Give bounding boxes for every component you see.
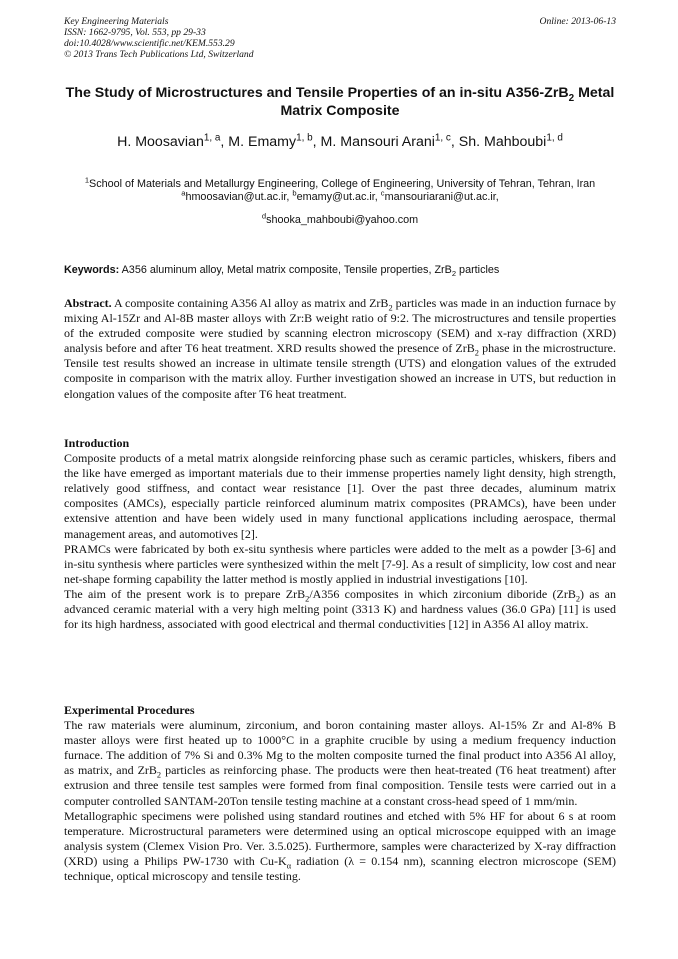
experimental-subscript: 2: [156, 770, 162, 780]
experimental-section: [64, 703, 616, 884]
introduction-paragraph: PRAMCs were fabricated by both ex-situ synthesis where particles were added to the melt as a powder [3-6] and in-situ synthesis where particles were synthesized within the melt [7-9]. As a result of simplicity, low cost and near net-shape forming capability the latter method is mostly applied in industrial investigations [10].: [64, 541, 616, 586]
introduction-paragraph: [64, 587, 616, 632]
email-mark: b: [292, 188, 297, 198]
affiliation-name: School of Materials and Metallurgy Engineering, College of Engineering, University of Tehran, Tehran, Iran: [89, 178, 596, 190]
abstract-text: particles was made in an induction furnace by mixing Al-15Zr and Al-8B master alloys with Zr:B weight ratio of 9:2. The microstructures and tensile properties of the extruded composite were studied by scanning electron microscopy (SEM) and x-ray diffraction (XRD) analysis before and after T6 heat treatment. XRD results showed the presence of ZrB: [64, 296, 616, 356]
journal-issn: ISSN: 1662-9795, Vol. 553, pp 29-33: [64, 27, 206, 38]
journal-copyright: © 2013 Trans Tech Publications Ltd, Switzerland: [64, 49, 254, 60]
introduction-heading: Introduction: [64, 436, 130, 450]
experimental-paragraph: [64, 718, 616, 809]
journal-name: Key Engineering Materials: [64, 16, 169, 27]
online-date: Online: 2013-06-13: [539, 16, 616, 27]
abstract-label: Abstract.: [64, 296, 112, 310]
title-subscript: 2: [568, 92, 575, 104]
introduction-subscript: 2: [305, 594, 310, 604]
email-line: $^a$hmoosavian@ut.ac.ir, $^b$emamy@ut.ac.ir, $^c$mansouriarani@ut.ac.ir,: [181, 188, 499, 204]
experimental-text: radiation (λ = 0.154 nm), scanning electron microscope (SEM) technique, optical microscopy and tensile testing.: [64, 853, 617, 884]
experimental-subscript: α: [286, 861, 292, 871]
title-part-2: Metal Matrix Composite: [280, 85, 615, 119]
abstract-subscript: 2: [388, 303, 393, 313]
keywords-text: A356 aluminum alloy, Metal matrix composite, Tensile properties, ZrB: [119, 264, 452, 276]
abstract-text: phase in the microstructure. Tensile test results showed an increase in ultimate tensile strength (UTS) and elongation values of the extruded composite in comparison with the matrix alloy. Further investigation showed an increase in UTS, but reduction in elongation values of the composite after T6 heat treatment.: [64, 341, 616, 401]
email-address: shooka_mahboubi@yahoo.com: [266, 213, 419, 226]
author-affil-mark: 1, c: [434, 132, 451, 144]
introduction-paragraph: Composite products of a metal matrix alongside reinforcing phase such as ceramic particles, whiskers, fibers and the like have emerged as important materials due to their immense properties namely light density, high strength, relatively good stiffness, and contact wear resistance [1]. Over the past three decades, aluminum matrix composites (AMCs), especially particle reinforced aluminum matrix composites (PRAMCs), have been under extensive attention and have been widely used in many functional applications including aerospace, thermal management areas, and automotives [2].: [64, 451, 616, 541]
author-list: H. Moosavian$^{1, a}$, M. Emamy$^{1, b}$, M. Mansouri Arani$^{1, c}$, Sh. Mahboubi$^{1, d}$: [117, 132, 563, 150]
email-address: hmoosavian@ut.ac.ir: [185, 191, 287, 204]
abstract: [64, 296, 616, 402]
introduction-text: ) as an advanced ceramic material with a very high melting point (3313 K) and hardness values (36.0 GPa) [11] is used for its high hardness, associated with good electrical and thermal conductivities [12] in A356 Al alloy matrix.: [64, 586, 616, 632]
author-name: M. Emamy: [228, 134, 297, 150]
introduction-section: [64, 436, 616, 632]
experimental-paragraph: [64, 809, 616, 884]
experimental-text: particles as reinforcing phase. The products were then heat-treated (T6 heat treatment) after extrusion and three tensile test samples were formed from final composition. Tensile tests were carried out in a computer controlled SANTAM-20Ton tensile testing machine at a constant cross-head speed of 1 mm/min.: [64, 763, 616, 808]
author-affil-mark: 1, a: [203, 132, 221, 144]
experimental-text: The raw materials were aluminum, zirconium, and boron containing master alloys. Al-15% Zr and Al-8% B master alloys were first heated up to 1000°C in a graphite crucible by using a medium frequency induction furnace. The addition of 7% Si and 0.3% Mg to the molten composite turned the final product into A356 Al alloy, as matrix, and ZrB: [64, 718, 616, 778]
keywords: [64, 264, 616, 277]
journal-header: [64, 16, 616, 60]
email-line: [64, 211, 616, 227]
email-address: mansouriarani@ut.ac.ir: [384, 191, 496, 204]
experimental-heading: Experimental Procedures: [64, 703, 195, 717]
email-mark: d: [261, 211, 267, 220]
author-name: M. Mansouri Arani: [320, 134, 435, 150]
introduction-text: /A356 composites in which zirconium diboride (ZrB: [309, 586, 576, 601]
abstract-paragraph: [64, 296, 616, 402]
author-affil-mark: 1, b: [296, 132, 313, 144]
keywords-label: Keywords:: [64, 264, 120, 276]
author-name: H. Moosavian: [117, 134, 204, 150]
affiliation-block: [64, 175, 616, 227]
email-address: emamy@ut.ac.ir: [296, 191, 375, 204]
email-mark: c: [380, 188, 385, 198]
paper-title: [64, 84, 616, 120]
email-mark: a: [181, 188, 186, 198]
affiliation-text: [64, 175, 616, 191]
author-name: Sh. Mahboubi: [458, 134, 547, 150]
abstract-text: A composite containing A356 Al alloy as matrix and ZrB: [111, 296, 389, 310]
keywords-tail: particles: [456, 264, 500, 276]
journal-doi: doi:10.4028/www.scientific.net/KEM.553.29: [64, 38, 235, 49]
author-affil-mark: 1, d: [546, 132, 563, 144]
title-part-1: The Study of Microstructures and Tensile Properties of an in-situ A356-ZrB: [65, 85, 569, 101]
introduction-text: The aim of the present work is to prepare ZrB: [64, 586, 306, 601]
experimental-text: Metallographic specimens were polished using standard routines and etched with 5% HF for about 6 s at room temperature. Microstructural parameters were determined using an optical microscope equipped with an image analysis system (Clemex Vision Pro. Ver. 3.5.025). Furthermore, samples were characterized by X-ray diffraction (XRD) using a Philips PW-1730 with Cu-K: [64, 808, 616, 868]
introduction-subscript: 2: [575, 594, 581, 604]
keywords-subscript: 2: [451, 269, 457, 279]
abstract-subscript: 2: [474, 348, 479, 358]
affiliation-mark: 1: [84, 175, 90, 185]
